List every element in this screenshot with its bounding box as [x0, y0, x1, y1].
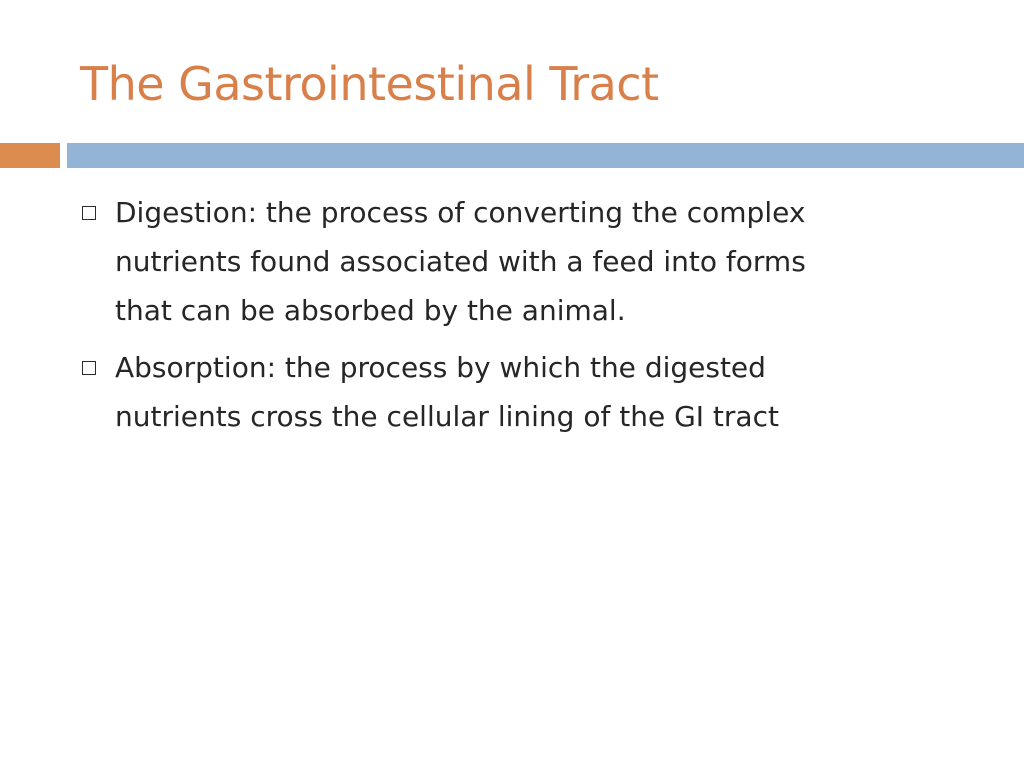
- bullet-item-digestion: [80, 188, 980, 335]
- bullet-line: Digestion: the process of converting the complex: [115, 196, 806, 229]
- bullet-line: nutrients cross the cellular lining of the GI tract: [115, 400, 779, 433]
- bullet-text-absorption: [115, 343, 980, 441]
- bullet-item-absorption: [80, 343, 980, 441]
- bullet-line: Absorption: the process by which the digested: [115, 351, 766, 384]
- slide-title: The Gastrointestinal Tract: [80, 57, 659, 111]
- hollow-square-bullet-icon: [82, 206, 96, 220]
- bullet-text-digestion: [115, 188, 980, 335]
- bullet-list: [80, 188, 980, 449]
- accent-bar-orange: [0, 143, 60, 168]
- bullet-line: that can be absorbed by the animal.: [115, 294, 626, 327]
- bullet-line: nutrients found associated with a feed into forms: [115, 245, 806, 278]
- hollow-square-bullet-icon: [82, 361, 96, 375]
- accent-bar-blue: [67, 143, 1024, 168]
